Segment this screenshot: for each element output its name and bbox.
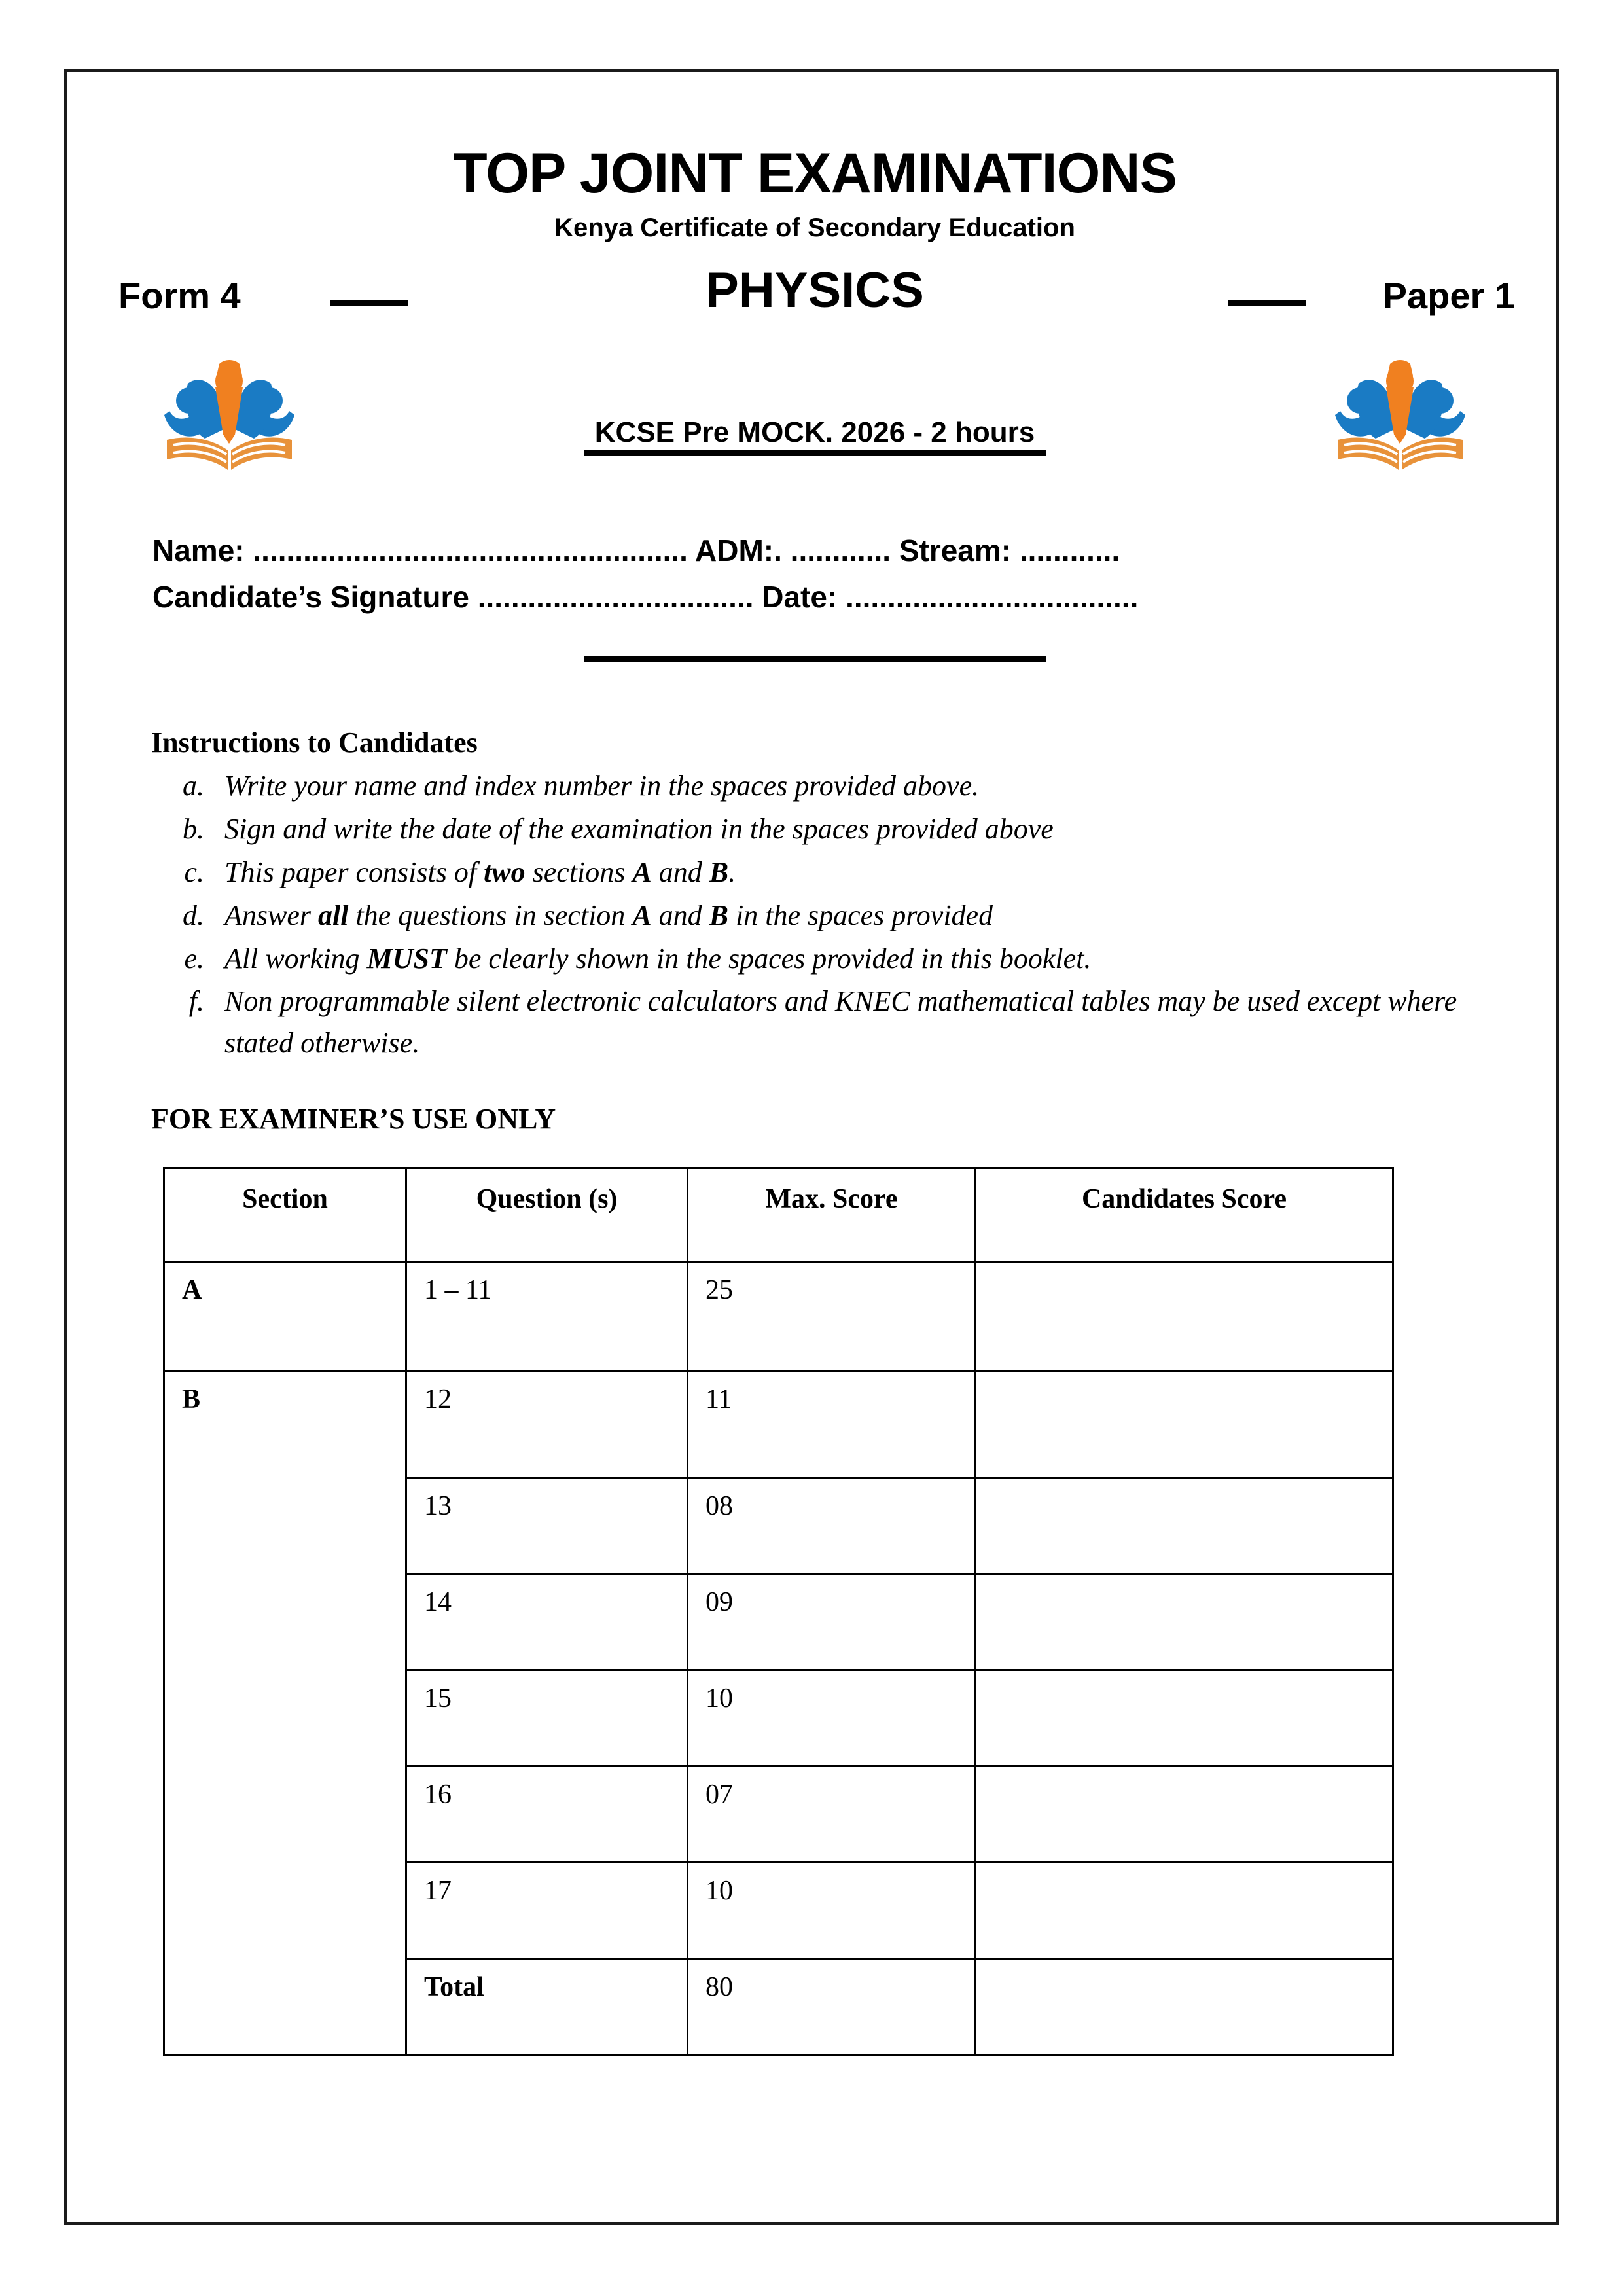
cell-max-score: 11 bbox=[688, 1371, 976, 1477]
cell-question: 12 bbox=[406, 1371, 688, 1477]
instruction-text: in the spaces provided bbox=[728, 899, 993, 931]
cell-candidates-score[interactable] bbox=[976, 1766, 1393, 1862]
document-header bbox=[67, 72, 1562, 241]
cell-question: 17 bbox=[406, 1862, 688, 1958]
instruction-item bbox=[211, 808, 1490, 850]
header-divider-rule-top bbox=[584, 450, 1046, 456]
cell-section: B bbox=[164, 1371, 406, 2054]
organization-title: TOP JOINT EXAMINATIONS bbox=[453, 142, 1177, 205]
signature-date-field[interactable]: Candidate’s Signature ................................. Date: ................................... bbox=[152, 580, 1139, 615]
table-body bbox=[164, 1261, 1393, 2054]
instructions-title: Instructions to Candidates bbox=[151, 726, 478, 759]
instruction-text: Non programmable silent electronic calculators and KNEC mathematical tables may be used except where stated otherwise. bbox=[224, 985, 1457, 1060]
examinations-logo-icon bbox=[1330, 347, 1471, 478]
table-header-row bbox=[164, 1168, 1393, 1261]
cell-candidates-score[interactable] bbox=[976, 1573, 1393, 1670]
instruction-item bbox=[211, 895, 1490, 937]
instruction-text: This paper consists of bbox=[224, 855, 484, 888]
instruction-emphasis: two bbox=[484, 855, 526, 888]
cell-question: Total bbox=[406, 1958, 688, 2054]
instruction-emphasis: MUST bbox=[366, 942, 447, 975]
cell-max-score: 80 bbox=[688, 1958, 976, 2054]
examiner-use-title: FOR EXAMINER’S USE ONLY bbox=[151, 1102, 556, 1135]
name-adm-stream-field[interactable]: Name: .................................................... ADM:. ............ Stream: ............ bbox=[152, 533, 1120, 567]
cell-candidates-score[interactable] bbox=[976, 1477, 1393, 1573]
cell-section: A bbox=[164, 1261, 406, 1371]
instruction-text: Answer bbox=[224, 899, 318, 931]
cell-candidates-score[interactable] bbox=[976, 1958, 1393, 2054]
instruction-text: Sign and write the date of the examination in the spaces provided above bbox=[224, 813, 1054, 846]
instruction-text: and bbox=[651, 899, 709, 931]
instruction-text: Write your name and index number in the spaces provided above. bbox=[224, 770, 980, 802]
instruction-text: sections bbox=[525, 855, 633, 888]
table-row bbox=[164, 1371, 1393, 1477]
cell-question: 13 bbox=[406, 1477, 688, 1573]
instruction-text: . bbox=[728, 855, 736, 888]
column-header-question: Question (s) bbox=[406, 1168, 688, 1261]
cell-max-score: 08 bbox=[688, 1477, 976, 1573]
instruction-emphasis: B bbox=[709, 855, 729, 888]
header-divider-rule-bottom bbox=[584, 656, 1046, 662]
organization-subtitle: Kenya Certificate of Secondary Education bbox=[554, 213, 1075, 242]
cell-max-score: 09 bbox=[688, 1573, 976, 1670]
cell-candidates-score[interactable] bbox=[976, 1261, 1393, 1371]
instruction-text: the questions in section bbox=[348, 899, 633, 931]
cell-max-score: 25 bbox=[688, 1261, 976, 1371]
exam-info-line: KCSE Pre MOCK. 2026 - 2 hours bbox=[594, 416, 1035, 448]
column-header-max-score: Max. Score bbox=[688, 1168, 976, 1261]
logo-and-exam-info-row bbox=[67, 347, 1562, 511]
table-row bbox=[164, 1261, 1393, 1371]
cell-question: 16 bbox=[406, 1766, 688, 1862]
instruction-emphasis: A bbox=[632, 899, 652, 931]
instruction-item bbox=[211, 938, 1490, 980]
form-label: Form 4 bbox=[118, 275, 241, 316]
instruction-item bbox=[211, 852, 1490, 893]
column-header-section: Section bbox=[164, 1168, 406, 1261]
instruction-item bbox=[211, 765, 1490, 807]
cell-candidates-score[interactable] bbox=[976, 1670, 1393, 1766]
cell-question: 14 bbox=[406, 1573, 688, 1670]
dash-right-decoration bbox=[1228, 300, 1306, 306]
instruction-text: All working bbox=[224, 942, 367, 975]
instruction-item bbox=[211, 980, 1490, 1064]
instructions-list bbox=[151, 765, 1490, 1064]
instruction-emphasis: B bbox=[709, 899, 729, 931]
cell-question: 1 – 11 bbox=[406, 1261, 688, 1371]
cell-max-score: 10 bbox=[688, 1862, 976, 1958]
paper-label: Paper 1 bbox=[1382, 275, 1515, 316]
candidate-fields bbox=[67, 528, 1562, 621]
instructions-section bbox=[67, 726, 1562, 1064]
subject-row bbox=[67, 262, 1562, 338]
instruction-emphasis: A bbox=[632, 855, 652, 888]
cell-candidates-score[interactable] bbox=[976, 1862, 1393, 1958]
document-page bbox=[67, 72, 1562, 2229]
cell-max-score: 10 bbox=[688, 1670, 976, 1766]
page-border bbox=[64, 69, 1559, 2225]
cell-max-score: 07 bbox=[688, 1766, 976, 1862]
examiner-score-table bbox=[163, 1167, 1394, 2056]
instruction-text: be clearly shown in the spaces provided in this booklet. bbox=[446, 942, 1092, 975]
column-header-candidates-score: Candidates Score bbox=[976, 1168, 1393, 1261]
examinations-logo-icon bbox=[159, 347, 300, 478]
instruction-text: and bbox=[651, 855, 709, 888]
cell-question: 15 bbox=[406, 1670, 688, 1766]
cell-candidates-score[interactable] bbox=[976, 1371, 1393, 1477]
instruction-emphasis: all bbox=[318, 899, 349, 931]
subject-title: PHYSICS bbox=[705, 262, 924, 318]
